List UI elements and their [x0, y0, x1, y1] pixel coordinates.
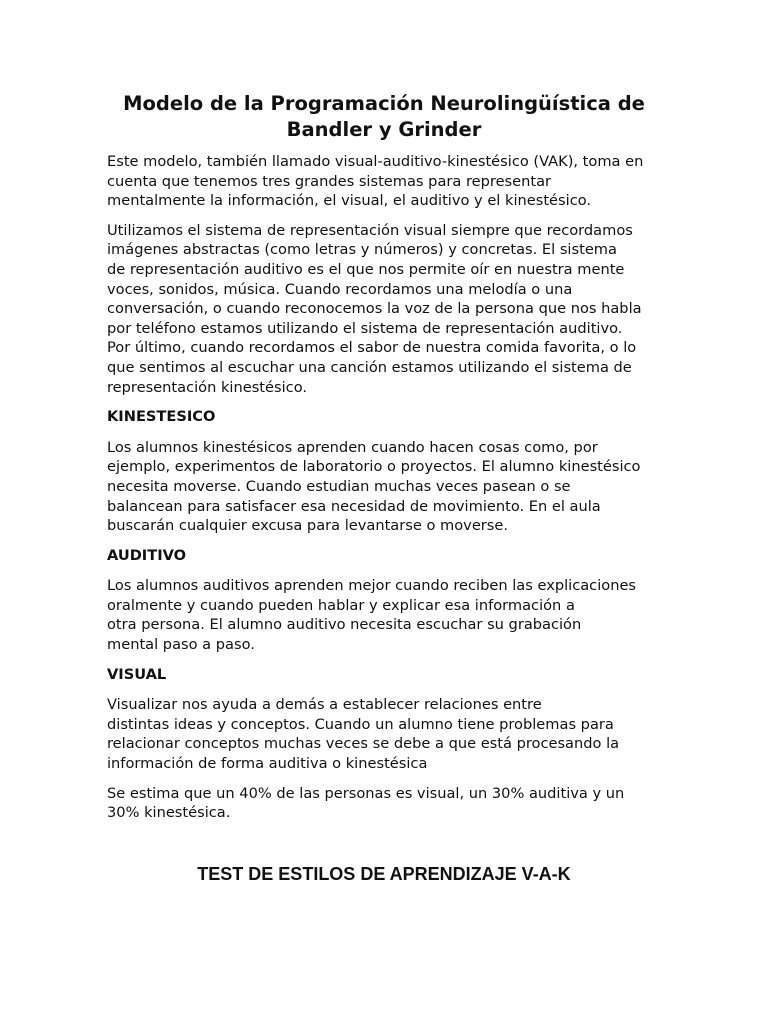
- text-line: representación kinestésico.: [107, 378, 308, 396]
- text-line: distintas ideas y conceptos. Cuando un alumno tiene problemas para: [107, 715, 614, 733]
- text-line: imágenes abstractas (como letras y números) y concretas. El sistema: [107, 241, 617, 259]
- text-line: información de forma auditiva o kinestésica: [107, 755, 428, 773]
- text-line: 30% kinestésica.: [107, 804, 231, 822]
- text-line: necesita moverse. Cuando estudian muchas veces pasean o se: [107, 477, 571, 495]
- text-line: conversación, o cuando reconocemos la voz de la persona que nos habla: [107, 300, 642, 318]
- text-line: otra persona. El alumno auditivo necesita escuchar su grabación: [107, 616, 582, 634]
- text-line: Los alumnos auditivos aprenden mejor cuando reciben las explicaciones: [107, 577, 637, 595]
- text-line: oralmente y cuando pueden hablar y explicar esa información a: [107, 596, 575, 614]
- intro-paragraph: [107, 152, 667, 211]
- text-line: relacionar conceptos muchas veces se debe a que está procesando la: [107, 735, 620, 753]
- text-line: Por último, cuando recordamos el sabor de nuestra comida favorita, o lo: [107, 339, 637, 357]
- text-line: mentalmente la información, el visual, el auditivo y el kinestésico.: [107, 192, 592, 210]
- document-title-line: Bandler y Grinder: [286, 118, 482, 141]
- text-line: Este modelo, también llamado visual-auditivo-kinestésico (VAK), toma en: [107, 153, 644, 170]
- section-heading-visual: VISUAL: [107, 665, 167, 683]
- section-paragraph-auditivo: [107, 576, 667, 654]
- document-title: [80, 91, 688, 143]
- text-line: Visualizar nos ayuda a demás a establecer relaciones entre: [107, 696, 542, 714]
- test-title: TEST DE ESTILOS DE APRENDIZAJE V-A-K: [197, 864, 571, 884]
- document-body: [107, 152, 667, 833]
- text-line: de representación auditivo es el que nos permite oír en nuestra mente: [107, 260, 625, 278]
- text-line: balancean para satisfacer esa necesidad de movimiento. En el aula: [107, 497, 601, 515]
- section-paragraph-kinestesico: [107, 438, 667, 536]
- text-line: cuenta que tenemos tres grandes sistemas para representar: [107, 172, 552, 190]
- section-paragraph-visual: [107, 695, 667, 773]
- text-line: Utilizamos el sistema de representación visual siempre que recordamos: [107, 221, 633, 239]
- text-line: que sentimos al escuchar una canción estamos utilizando el sistema de: [107, 358, 632, 376]
- text-line: voces, sonidos, música. Cuando recordamos una melodía o una: [107, 280, 573, 298]
- section-heading-auditivo: AUDITIVO: [107, 546, 187, 564]
- text-line: Los alumnos kinestésicos aprenden cuando hacen cosas como, por: [107, 438, 598, 456]
- section-heading-kinestesico: KINESTESICO: [107, 408, 216, 426]
- text-line: buscarán cualquier excusa para levantarse o moverse.: [107, 517, 509, 535]
- text-line: Se estima que un 40% de las personas es visual, un 30% auditiva y un: [107, 784, 625, 802]
- text-line: mental paso a paso.: [107, 636, 255, 654]
- representation-systems-paragraph: [107, 221, 667, 397]
- document-title-line: Modelo de la Programación Neurolingüística de: [123, 92, 645, 115]
- estimate-paragraph: [107, 784, 667, 823]
- text-line: por teléfono estamos utilizando el sistema de representación auditivo.: [107, 319, 623, 337]
- text-line: ejemplo, experimentos de laboratorio o proyectos. El alumno kinestésico: [107, 458, 641, 476]
